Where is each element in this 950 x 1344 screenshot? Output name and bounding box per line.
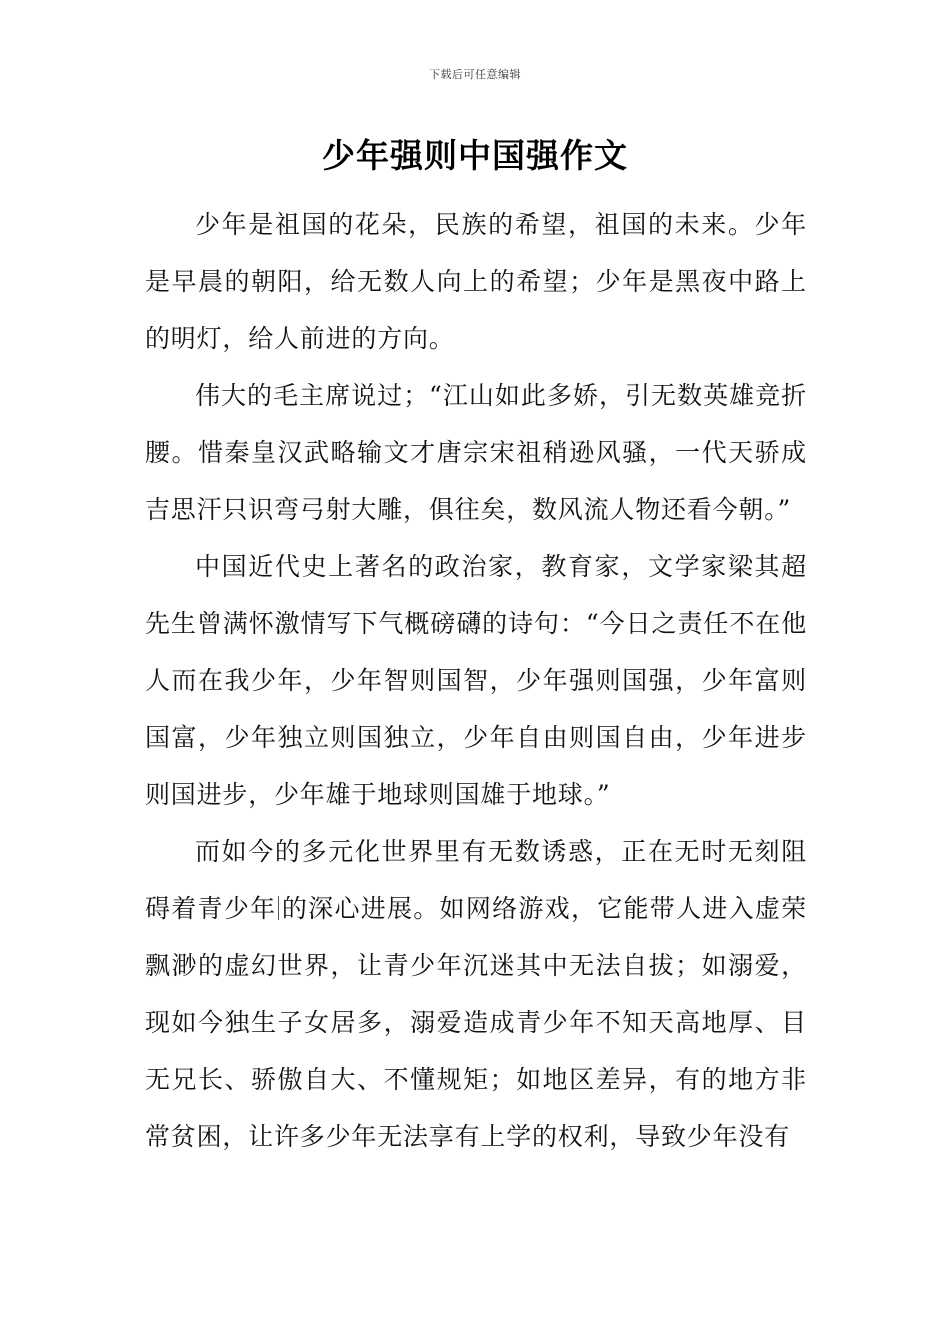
paragraph-4 [145,823,807,1165]
paragraph-3: 中国近代史上著名的政治家，教育家，文学家梁其超先生曾满怀激情写下气概磅礴的诗句：“今日之责任不在他人而在我少年，少年智则国智，少年强则国强，少年富则国富，少年独立则国独立，少年自由则国自由，少年进步则国进步，少年雄于地球则国雄于地球。” [145,552,807,809]
paragraph-4-part-2: 的深心进展。如网络游戏，它能带人进入虚荣飘渺的虚幻世界，让青少年沉迷其中无法自拔；如溺爱，现如今独生子女居多，溺爱造成青少年不知天高地厚、目无兄长、骄傲自大、不懂规矩；如地区差异，有的地方非常贫困，让许多少年无法享有上学的权利，导致少年没有 [145,894,807,1151]
paragraph-1: 少年是祖国的花朵，民族的希望，祖国的未来。少年是早晨的朝阳，给无数人向上的希望；少年是黑夜中路上的明灯，给人前进的方向。 [145,210,807,353]
text-cursor [278,896,279,920]
document-body [145,196,807,1165]
header-note: 下载后可任意编辑 [429,68,521,81]
paragraph-4-part-1: 而如今的多元化世界里有无数诱惑，正在无时无刻阻碍着青少年 [145,837,807,923]
paragraph-2: 伟大的毛主席说过；“江山如此多娇，引无数英雄竞折腰。惜秦皇汉武略输文才唐宗宋祖稍逊风骚，一代天骄成吉思汗只识弯弓射大雕，俱往矣，数风流人物还看今朝。” [145,381,807,524]
document-title: 少年强则中国强作文 [322,136,628,175]
